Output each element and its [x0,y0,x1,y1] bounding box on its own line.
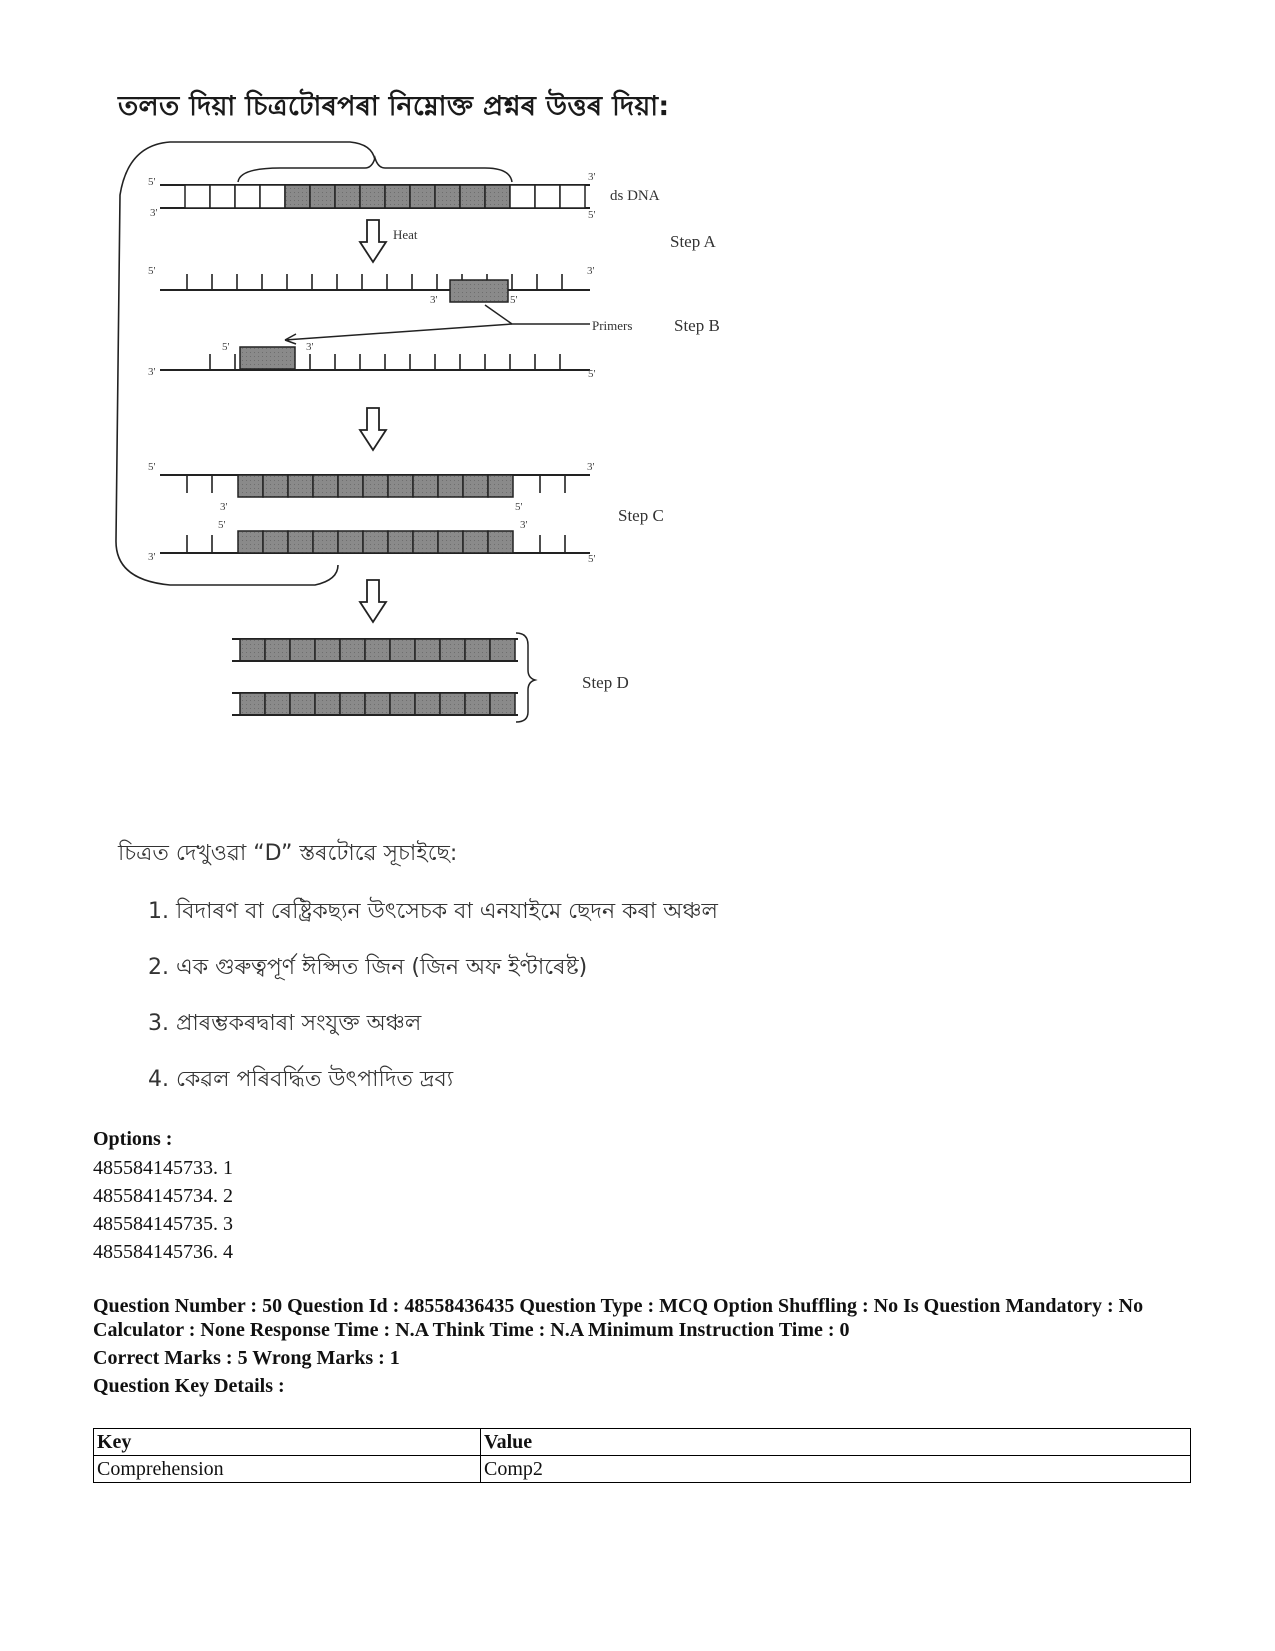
choice-1: 1. বিদাৰণ বা ৰেষ্ট্ৰিকছ্যন উৎসেচক বা এনযাইমে ছেদন কৰা অঞ্চল [148,899,718,924]
choice-2: 2. এক গুৰুত্বপূৰ্ণ ঈপ্সিত জিন (জিন অফ ইণ্টাৰেষ্ট) [148,955,588,980]
ds-dna-box [360,185,385,208]
step-c-box [438,531,463,553]
prime-label: 3' [430,294,438,306]
step-c-box [263,475,288,497]
label-ds-dna: ds DNA [610,188,660,204]
step-d-box [265,639,290,661]
ds-dna-box [185,185,210,208]
step-c-box [363,531,388,553]
step-c-box [463,531,488,553]
option-1: 485584145733. 1 [93,1157,233,1179]
prime-label: 5' [148,176,156,188]
step-d-box [315,693,340,715]
step-c-box [288,475,313,497]
prime-label: 5' [148,461,156,473]
step-d-box [290,639,315,661]
ds-dna-box [435,185,460,208]
option-3: 485584145735. 3 [93,1213,233,1235]
step-c-box [238,531,263,553]
ds-dna-box [460,185,485,208]
label-step-d: Step D [582,673,629,692]
step-c-box [438,475,463,497]
step-d-box [315,639,340,661]
step-c-box [313,531,338,553]
table-cell-key: Comprehension [94,1456,481,1483]
table-cell-value: Comp2 [481,1456,1191,1483]
key-details-title: Question Key Details : [93,1375,285,1397]
step-c-box [488,475,513,497]
ds-dna-box [235,185,260,208]
ds-dna-box [335,185,360,208]
ds-dna-box [310,185,335,208]
step-d-box [240,639,265,661]
step-d-box [340,693,365,715]
step-c-box [313,475,338,497]
prime-label: 5' [588,368,596,380]
choice-3: 3. প্ৰাৰম্ভকৰদ্বাৰা সংযুক্ত অঞ্চল [148,1011,422,1036]
prime-label: 3' [588,171,596,183]
step-d-box [365,693,390,715]
question-heading: তলত দিয়া চিত্ৰটোৰপৰা নিম্নোক্ত প্ৰশ্নৰ উত্তৰ দিয়া: [118,91,670,122]
step-c-box [288,531,313,553]
prime-label: 3' [587,461,595,473]
step-c-box [463,475,488,497]
label-step-c: Step C [618,506,664,525]
prime-label: 5' [222,341,230,353]
prime-label: 5' [588,209,596,221]
ds-dna-box [410,185,435,208]
options-title: Options : [93,1128,173,1150]
primer-pointer [485,305,590,324]
table-header-key: Key [94,1429,481,1456]
ds-dna-box [485,185,510,208]
step-c-box [238,475,263,497]
step-c-box [388,475,413,497]
option-2: 485584145734. 2 [93,1185,233,1207]
step-d-box [340,639,365,661]
question-marks: Correct Marks : 5 Wrong Marks : 1 [93,1347,400,1369]
pcr-diagram [110,140,790,780]
prime-label: 5' [515,501,523,513]
label-step-b: Step B [674,316,720,335]
step-d-box [290,693,315,715]
prime-label: 5' [148,265,156,277]
arrow-down-icon [360,408,386,450]
ds-dna-box [535,185,560,208]
arrow-down-icon [360,580,386,622]
step-d-box [390,693,415,715]
step-d-box [365,639,390,661]
prime-label: 3' [587,265,595,277]
ds-dna-box [260,185,285,208]
ds-dna-box [560,185,585,208]
ds-dna-box [385,185,410,208]
target-brace [238,158,512,182]
step-c-box [413,475,438,497]
primer-box [450,280,508,302]
prime-label: 5' [588,553,596,565]
prime-label: 3' [148,366,156,378]
step-d-box [465,693,490,715]
table-header-value: Value [481,1429,1191,1456]
step-c-box [488,531,513,553]
key-table [93,1428,1191,1483]
prime-label: 3' [148,551,156,563]
ds-dna-box [210,185,235,208]
question-statement: চিত্ৰত দেখুওৱা “D” স্তৰটোৱে সূচাইছে: [118,841,458,866]
step-d-box [265,693,290,715]
label-step-a: Step A [670,232,716,251]
step-c-box [338,531,363,553]
prime-label: 5' [218,519,226,531]
step-d-box [490,639,515,661]
step-d-box [465,639,490,661]
step-d-box [415,639,440,661]
prime-label: 3' [520,519,528,531]
step-d-box [440,693,465,715]
label-primers: Primers [592,318,633,333]
step-d-brace [516,633,535,722]
primer-pointer [285,324,512,340]
option-4: 485584145736. 4 [93,1241,233,1263]
ds-dna-box [285,185,310,208]
step-d-box [415,693,440,715]
question-meta: Question Number : 50 Question Id : 48558436435 Question Type : MCQ Option Shuffling : No Is Question Mandatory : No Calculator : None Response Time : N.A Think Time : N.A Minimum Instruction Time : 0 [93,1295,1144,1341]
label-heat: Heat [393,227,418,242]
table-header-row [94,1429,1191,1456]
prime-label: 5' [510,294,518,306]
arrow-down-icon [360,220,386,262]
table-row [94,1456,1191,1483]
step-d-box [490,693,515,715]
step-d-box [390,639,415,661]
step-c-box [338,475,363,497]
primer-box [240,347,295,369]
ds-dna-box [510,185,535,208]
step-d-box [440,639,465,661]
step-c-box [388,531,413,553]
choice-4: 4. কেৱল পৰিবৰ্দ্ধিত উৎপাদিত দ্ৰব্য [148,1067,454,1092]
step-c-box [263,531,288,553]
step-c-box [413,531,438,553]
prime-label: 3' [306,341,314,353]
prime-label: 3' [150,207,158,219]
step-c-box [363,475,388,497]
step-d-box [240,693,265,715]
prime-label: 3' [220,501,228,513]
